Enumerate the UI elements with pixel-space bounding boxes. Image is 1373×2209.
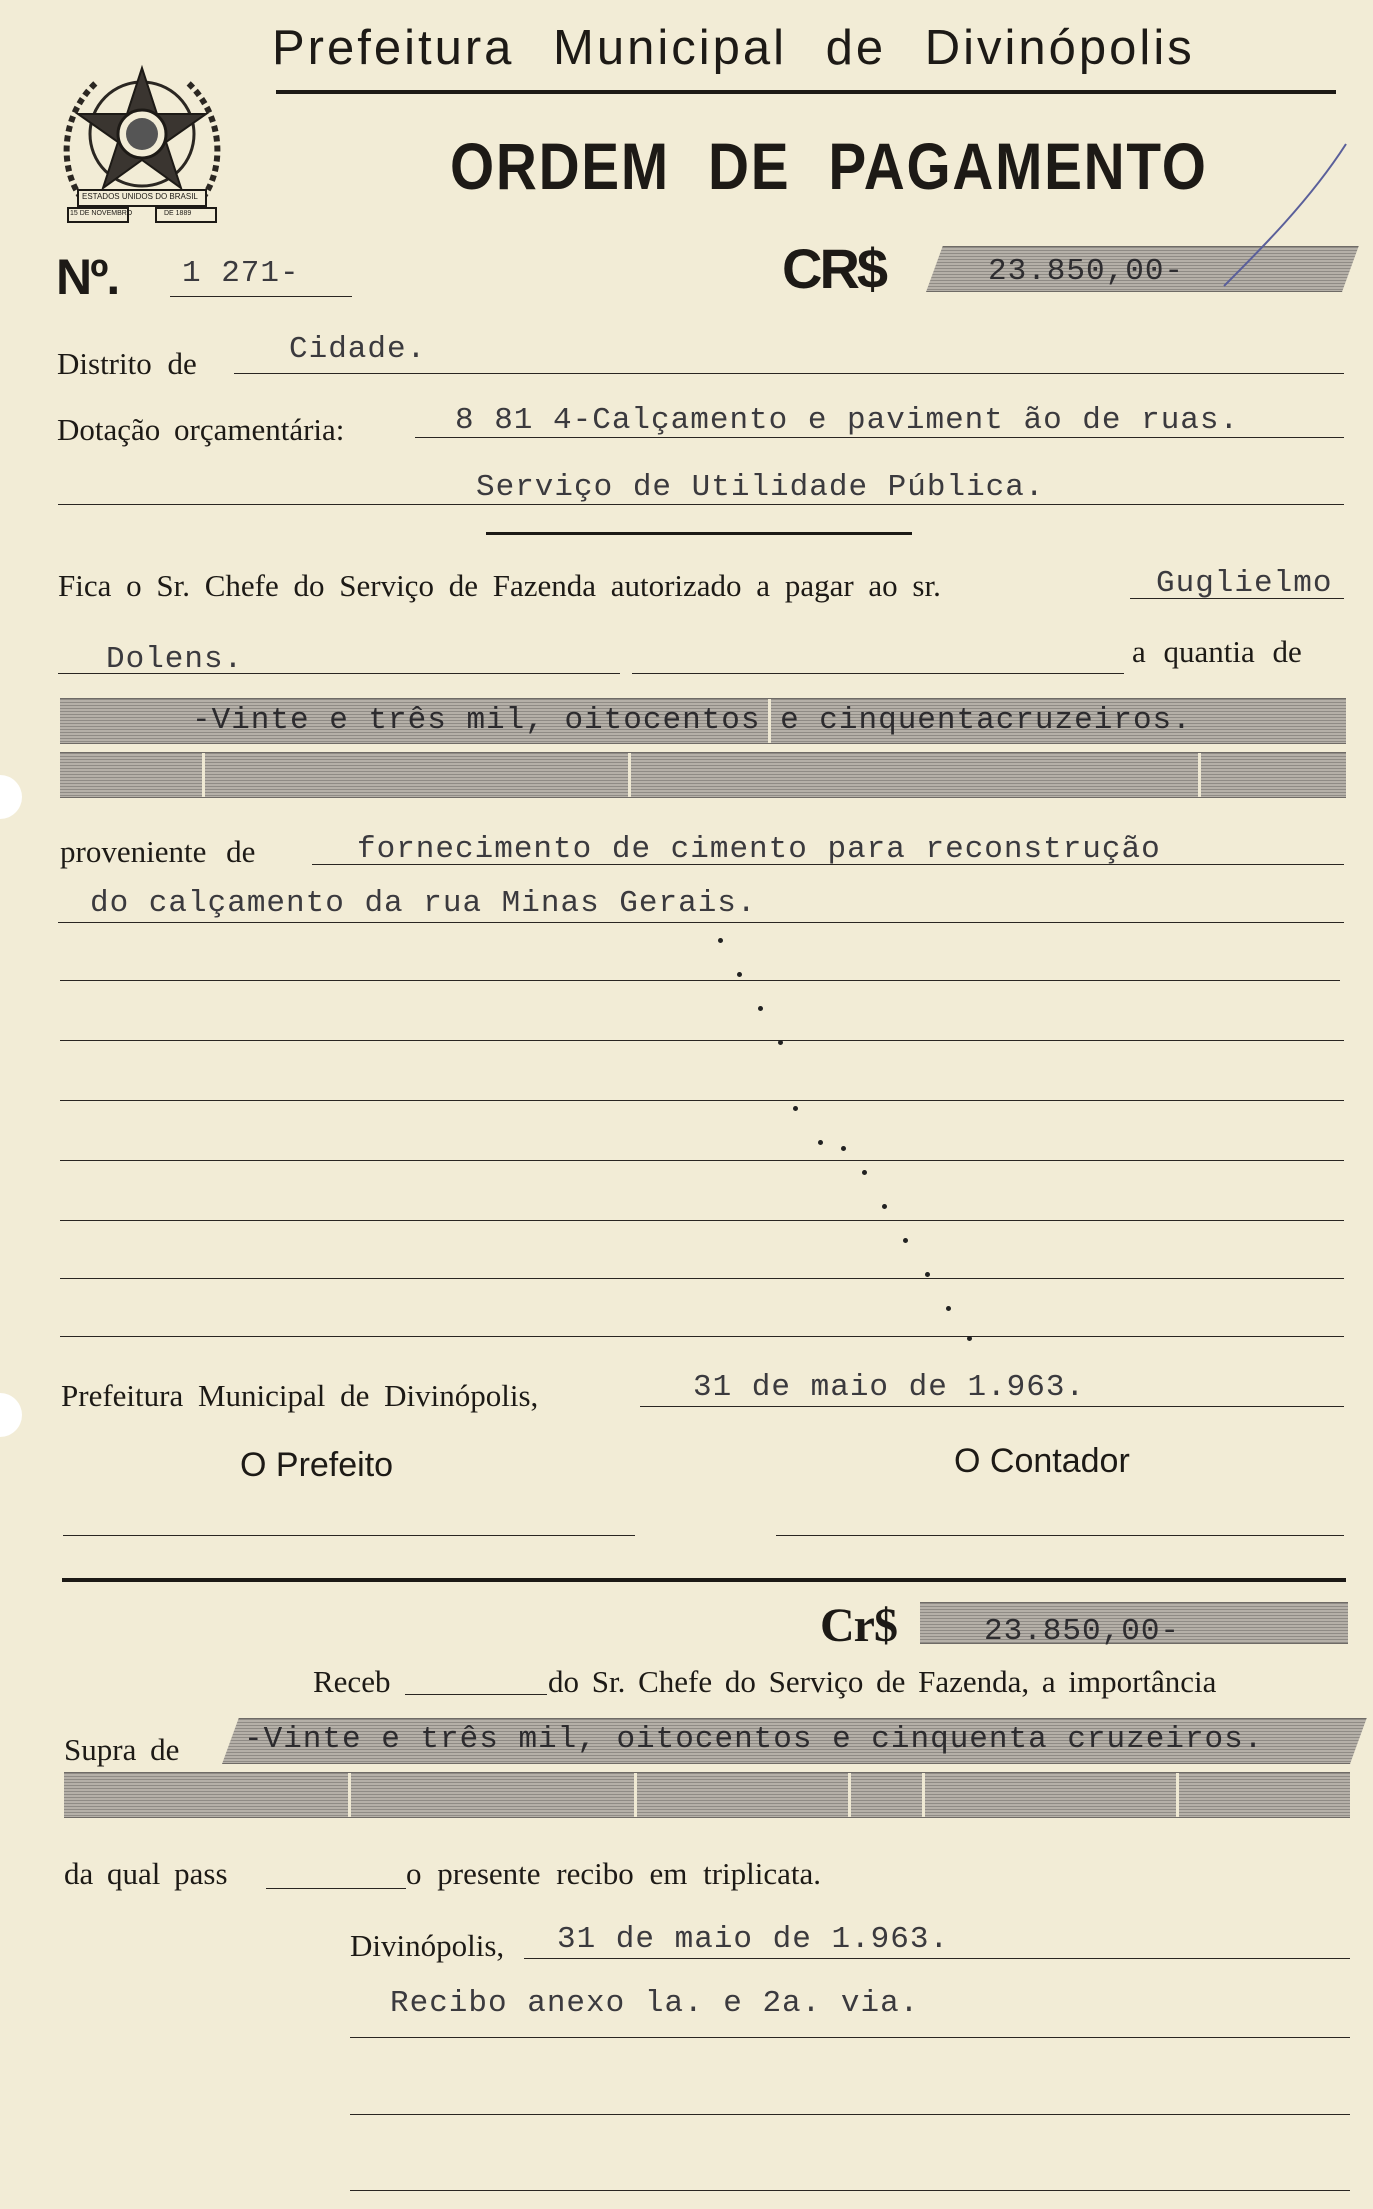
pen-stroke: [1220, 140, 1350, 290]
blank-line: [60, 1040, 1344, 1041]
fill-dot: [841, 1146, 846, 1151]
received-text-2: do Sr. Chefe do Serviço de Fazenda, a importância: [548, 1664, 1217, 1699]
binder-hole-top: [0, 775, 22, 819]
budget-value-line2: Serviço de Utilidade Pública.: [476, 470, 1045, 505]
fill-dot: [778, 1040, 783, 1045]
signature-accountant-label: O Contador: [954, 1442, 1130, 1480]
receipt-amount-words: -Vinte e três mil, oitocentos e cinquenta cruzeiros.: [244, 1722, 1264, 1757]
amount-words: -Vinte e três mil, oitocentos e cinquentacruzeiros.: [192, 703, 1192, 738]
blank-line: [60, 1278, 1344, 1279]
amount-value: 23.850,00-: [988, 254, 1185, 289]
triplicate-text-2: o presente recibo em triplicata.: [406, 1856, 822, 1891]
date-line: [640, 1406, 1344, 1407]
signature-accountant-line: [776, 1535, 1344, 1536]
receipt-words-band-2: [64, 1772, 1350, 1818]
blank-line: [60, 1160, 1344, 1161]
fill-dot: [967, 1336, 972, 1341]
fill-dot: [862, 1170, 867, 1175]
authorization-text: Fica o Sr. Chefe do Serviço de Fazenda autorizado a pagar ao sr.: [58, 568, 941, 603]
budget-line-2: [58, 504, 1344, 505]
receipt-separator: [62, 1578, 1346, 1582]
origin-line-2: [58, 922, 1344, 923]
seal-text-left: 15 DE NOVEMBRO: [70, 210, 133, 217]
payee-line-2b: [632, 673, 1124, 674]
seal-text-top: ESTADOS UNIDOS DO BRASIL: [82, 192, 198, 201]
receipt-date-line: [524, 1958, 1350, 1959]
supra-label: Supra de: [64, 1732, 180, 1767]
receipt-line: [350, 2037, 1350, 2038]
binder-hole-bottom: [0, 1393, 22, 1437]
payee-name-part2: Dolens.: [106, 642, 244, 677]
payee-line-2a: [58, 673, 620, 674]
order-date: 31 de maio de 1.963.: [693, 1370, 1086, 1405]
fill-dot: [903, 1238, 908, 1243]
fill-dot: [818, 1140, 823, 1145]
district-label: Distrito de: [57, 346, 197, 381]
fill-dot: [718, 938, 723, 943]
fill-dot: [737, 972, 742, 977]
header-rule: [276, 90, 1336, 94]
triplicate-blank: [266, 1888, 406, 1889]
blank-line: [60, 1100, 1344, 1101]
currency-label: CR$: [782, 237, 886, 300]
receipt-currency-label: Cr$: [820, 1599, 897, 1652]
fill-dot: [882, 1204, 887, 1209]
blank-line: [60, 1336, 1344, 1337]
coat-of-arms-emblem: [58, 56, 226, 232]
received-blank: [405, 1694, 547, 1695]
amount-phrase: a quantia de: [1132, 634, 1302, 669]
order-number-value: 1 271-: [182, 256, 300, 291]
origin-value-line1: fornecimento de cimento para reconstrução: [357, 832, 1161, 867]
budget-value-line1: 8 81 4-Calçamento e paviment ão de ruas.: [455, 403, 1240, 438]
budget-label: Dotação orçamentária:: [57, 412, 345, 447]
receipt-amount: 23.850,00-: [984, 1614, 1181, 1649]
place-label: Prefeitura Municipal de Divinópolis,: [61, 1378, 539, 1413]
received-text-1: Receb: [313, 1664, 391, 1699]
receipt-line: [350, 2190, 1350, 2191]
origin-line-1: [312, 864, 1344, 865]
signature-mayor-label: O Prefeito: [240, 1446, 394, 1484]
seal-text-right: DE 1889: [164, 210, 192, 217]
receipt-note: Recibo anexo la. e 2a. via.: [390, 1986, 920, 2021]
fill-dot: [925, 1272, 930, 1277]
district-value: Cidade.: [289, 332, 427, 367]
amount-words-band-2: [60, 752, 1346, 798]
receipt-place-label: Divinópolis,: [350, 1928, 505, 1963]
fill-dot: [946, 1306, 951, 1311]
triplicate-text-1: da qual pass: [64, 1856, 228, 1891]
blank-line: [60, 1220, 1344, 1221]
payee-name-part1: Guglielmo: [1156, 566, 1333, 601]
fill-dot: [758, 1006, 763, 1011]
blank-line: [60, 980, 1340, 981]
budget-line-1: [415, 437, 1344, 438]
order-number-line: [170, 296, 352, 297]
origin-label: proveniente de: [60, 834, 256, 869]
origin-value-line2: do calçamento da rua Minas Gerais.: [90, 886, 757, 921]
payee-line-1: [1130, 598, 1344, 599]
document-title: ORDEM DE PAGAMENTO: [450, 129, 1208, 203]
signature-mayor-line: [63, 1535, 635, 1536]
district-line: [234, 373, 1344, 374]
municipality-header: Prefeitura Municipal de Divinópolis: [272, 21, 1195, 75]
section-separator: [486, 532, 912, 535]
fill-dot: [793, 1106, 798, 1111]
order-number-label: Nº.: [56, 249, 119, 305]
receipt-line: [350, 2114, 1350, 2115]
receipt-date: 31 de maio de 1.963.: [557, 1922, 950, 1957]
